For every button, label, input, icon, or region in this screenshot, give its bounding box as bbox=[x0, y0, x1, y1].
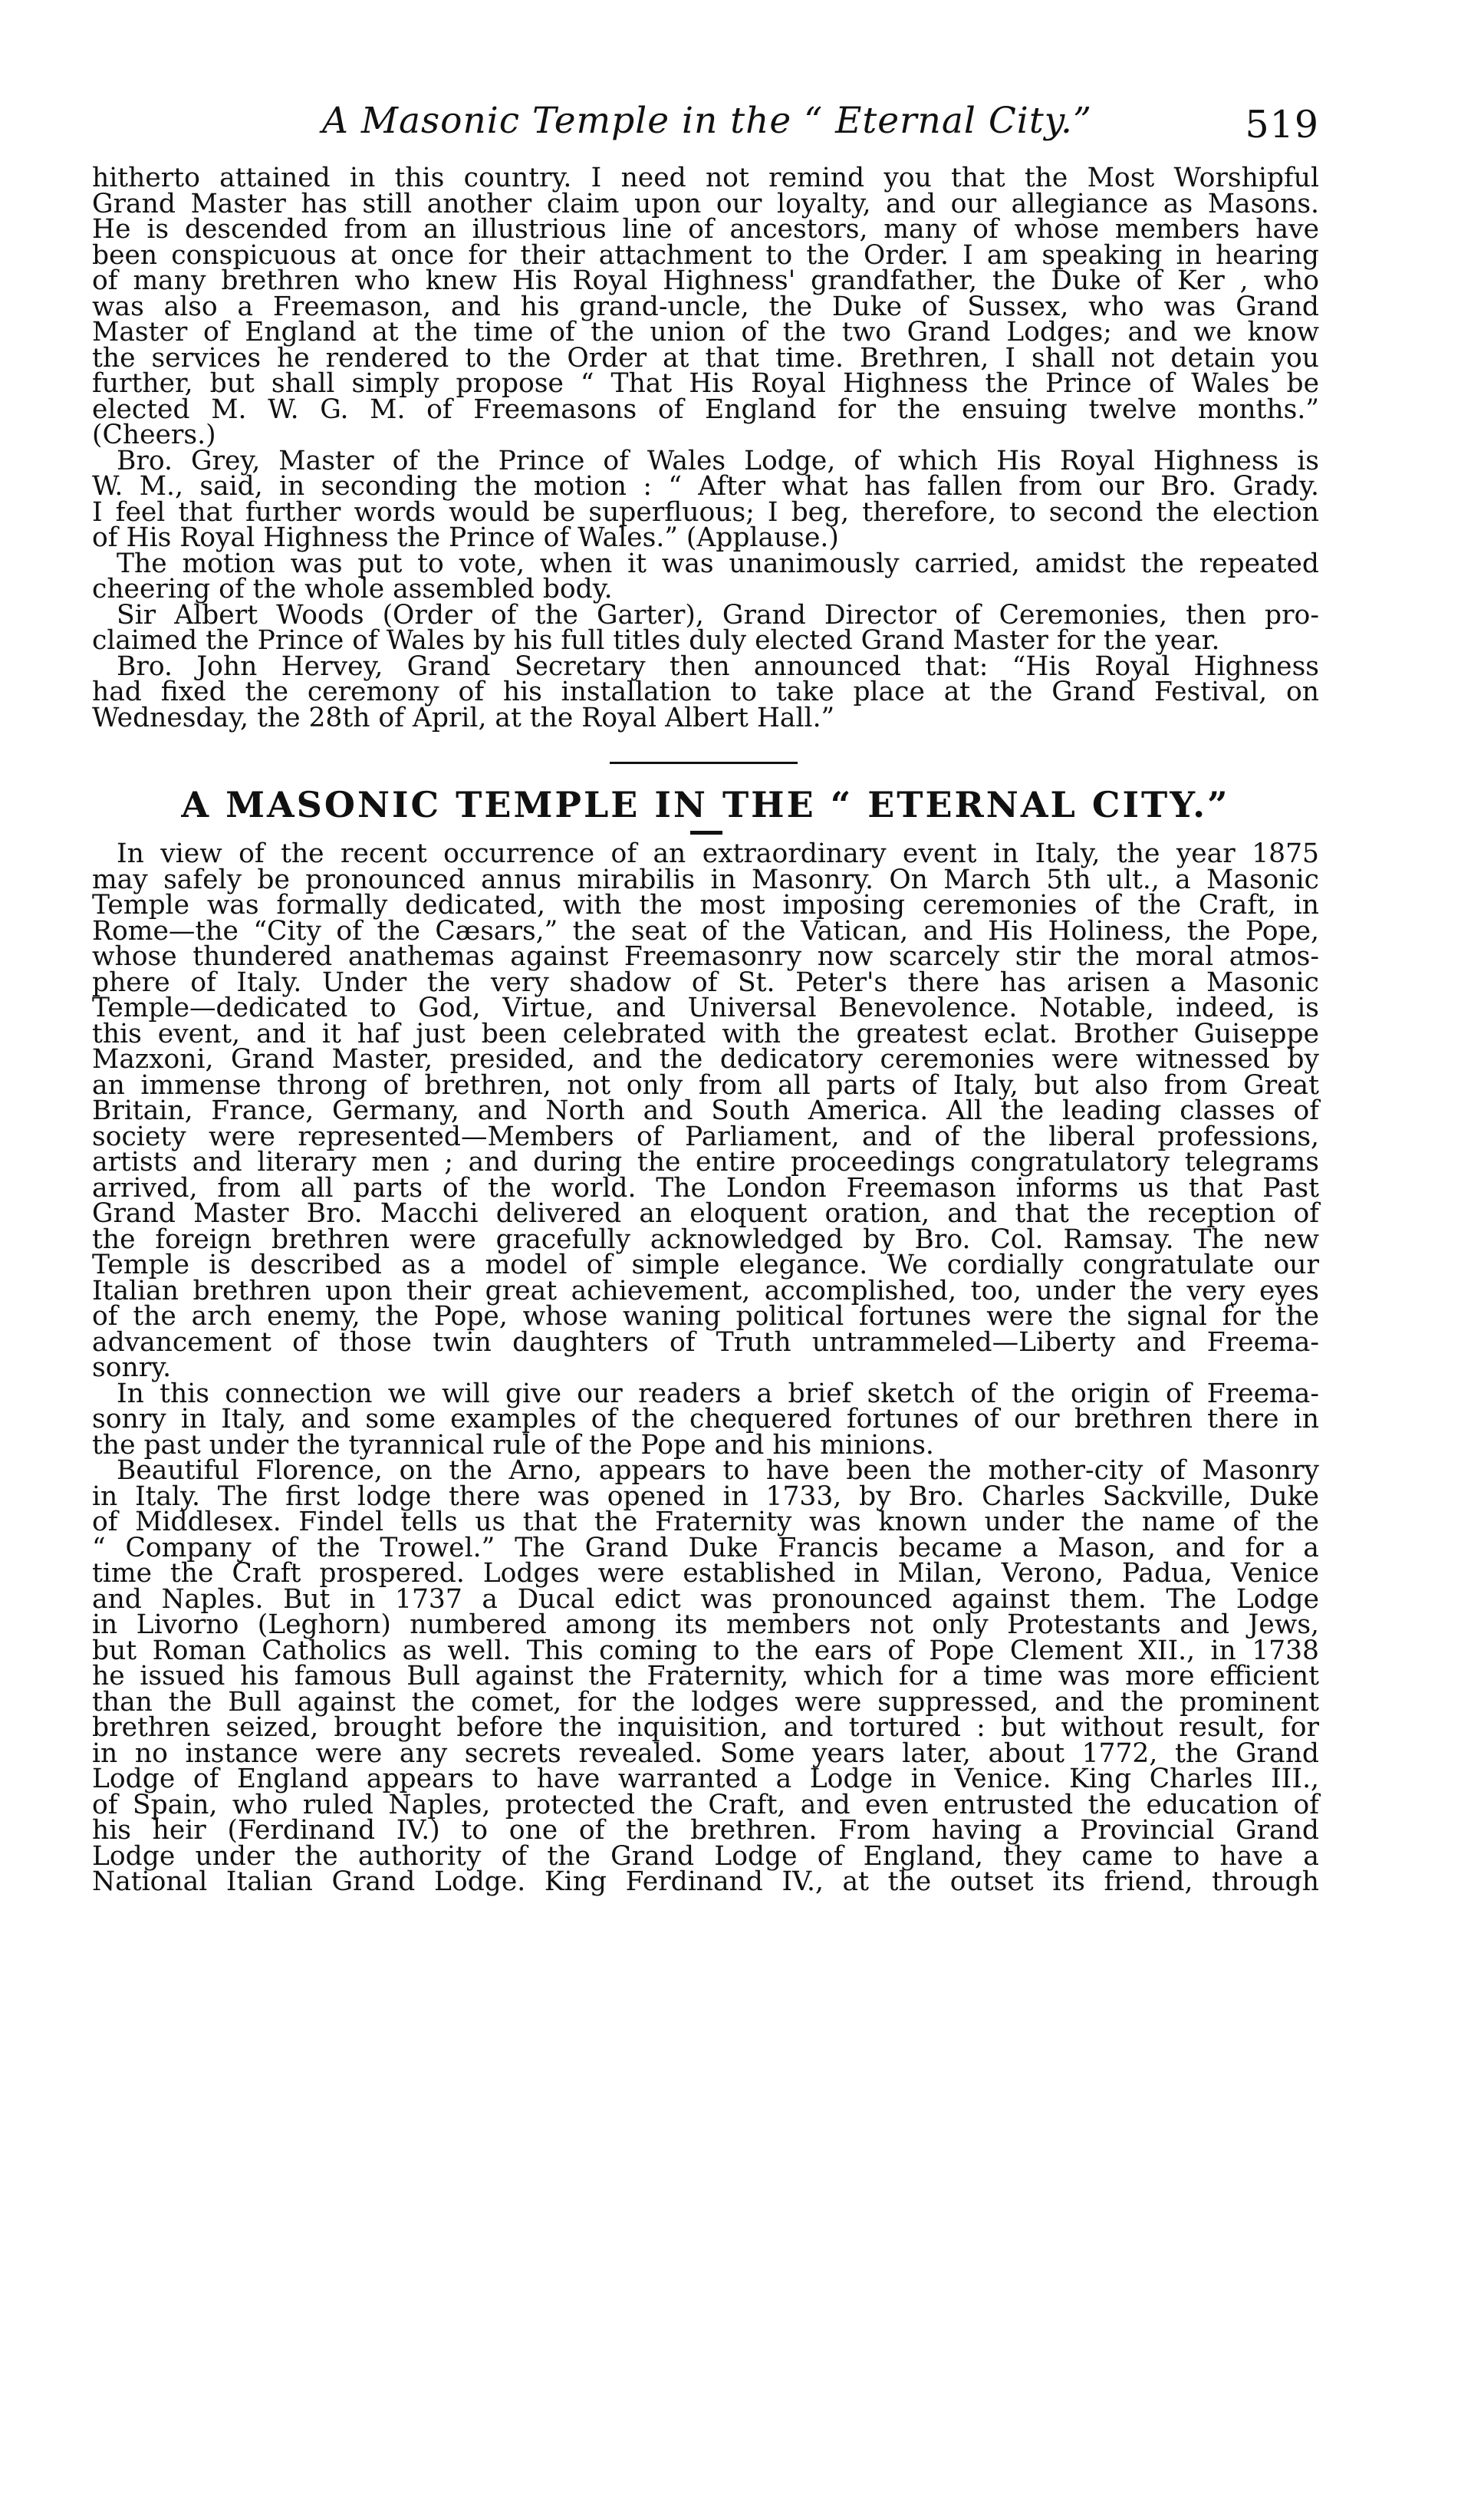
text-line: in no instance were any secrets revealed. Some years later, about 1772, the Grand bbox=[92, 1737, 1319, 1769]
text-line: (Cheers.) bbox=[92, 420, 216, 450]
text-line: Grand Master Bro. Macchi delivered an eloquent oration, and that the reception of bbox=[92, 1198, 1319, 1229]
report-paragraph-3 bbox=[92, 548, 1319, 604]
section-divider bbox=[92, 762, 1319, 765]
text-line: National Italian Grand Lodge. King Ferdinand IV., at the outset its friend, through bbox=[92, 1866, 1319, 1897]
text-line: in Livorno (Leghorn) numbered among its members not only Protestants and Jews, bbox=[92, 1609, 1319, 1640]
text-line: may safely be pronounced annus mirabilis in Masonry. On March 5th ult., a Masonic bbox=[92, 864, 1319, 895]
text-line: in Italy. The first lodge there was opened in 1733, by Bro. Charles Sackville, Duke bbox=[92, 1481, 1319, 1512]
text-line: He is descended from an illustrious line of ancestors, many of whose members have bbox=[92, 214, 1319, 245]
text-line: of Spain, who ruled Naples, protected the Craft, and even entrusted the education of bbox=[92, 1789, 1319, 1820]
text-line: of many brethren who knew His Royal Highness' grandfather, the Duke of Ker , who bbox=[92, 265, 1319, 296]
text-line: further, but shall simply propose “ That His Royal Highness the Prince of Wales be bbox=[92, 368, 1319, 399]
text-line: the past under the tyrannical rule of the Pope and his minions. bbox=[92, 1429, 934, 1461]
text-line: society were represented—Members of Parliament, and of the liberal professions, bbox=[92, 1121, 1319, 1152]
text-line: whose thundered anathemas against Freemasonry now scarcely stir the moral atmos- bbox=[92, 941, 1319, 972]
text-line: sonry in Italy, and some examples of the chequered fortunes of our brethren there in bbox=[92, 1404, 1319, 1434]
report-paragraph-4 bbox=[92, 599, 1319, 656]
text-line: cheering of the whole assembled body. bbox=[92, 574, 613, 604]
text-line: Master of England at the time of the union of the two Grand Lodges; and we know bbox=[92, 317, 1319, 347]
text-line: brethren seized, brought before the inquisition, and tortured : but without result, for bbox=[92, 1712, 1319, 1743]
text-line: was also a Freemason, and his grand-uncle, the Duke of Sussex, who was Grand bbox=[92, 291, 1319, 322]
text-line: claimed the Prince of Wales by his full titles duly elected Grand Master for the year. bbox=[92, 625, 1220, 656]
article-masonic-temple bbox=[92, 783, 1319, 1896]
text-line: the services he rendered to the Order at that time. Brethren, I shall not detain you bbox=[92, 342, 1319, 374]
text-line: Rome—the “City of the Cæsars,” the seat of the Vatican, and His Holiness, the Pope, bbox=[92, 915, 1319, 947]
text-line: an immense throng of brethren, not only from all parts of Italy, but also from Great bbox=[92, 1069, 1319, 1101]
text-line: Italian brethren upon their great achievement, accomplished, too, under the very eyes bbox=[92, 1275, 1319, 1306]
text-line: sonry. bbox=[92, 1352, 172, 1383]
running-title: A Masonic Temple in the “ Eternal City.” bbox=[322, 100, 1092, 142]
text-line: hitherto attained in this country. I need not remind you that the Most Worshipful bbox=[92, 163, 1319, 193]
text-line: been conspicuous at once for their attachment to the Order. I am speaking in hearing bbox=[92, 239, 1319, 271]
temple-paragraph-1 bbox=[92, 838, 1319, 1383]
title-ornament bbox=[92, 826, 1319, 842]
text-line: had fixed the ceremony of his installation to take place at the Grand Festival, on bbox=[92, 677, 1319, 707]
text-line: advancement of those twin daughters of Truth untrammeled—Liberty and Freema- bbox=[92, 1326, 1319, 1358]
section-title: A MASONIC TEMPLE IN THE “ ETERNAL CITY.” bbox=[181, 784, 1230, 825]
text-line: but Roman Catholics as well. This coming to the ears of Pope Clement XII., in 1738 bbox=[92, 1635, 1319, 1666]
title-dash bbox=[690, 831, 722, 835]
report-paragraph-2 bbox=[92, 445, 1319, 553]
text-line: the foreign brethren were gracefully acknowledged by Bro. Col. Ramsay. The new bbox=[92, 1224, 1319, 1255]
text-line: I feel that further words would be superfluous; I beg, therefore, to second the election bbox=[92, 496, 1319, 528]
text-line: W. M., said, in seconding the motion : “ After what has fallen from our Bro. Grady. bbox=[92, 471, 1319, 502]
text-line: Bro. Grey, Master of the Prince of Wales Lodge, of which His Royal Highness is bbox=[117, 445, 1319, 476]
text-line: Beautiful Florence, on the Arno, appears to have been the mother-city of Masonry bbox=[117, 1455, 1319, 1486]
text-line: Lodge under the authority of the Grand Lodge of England, they came to have a bbox=[92, 1840, 1319, 1872]
text-line: Temple is described as a model of simple elegance. We cordially congratulate our bbox=[92, 1250, 1319, 1280]
text-line: his heir (Ferdinand IV.) to one of the brethren. From having a Provincial Grand bbox=[92, 1815, 1319, 1846]
text-line: Lodge of England appears to have warranted a Lodge in Venice. King Charles III., bbox=[92, 1764, 1319, 1794]
text-line: In view of the recent occurrence of an extraordinary event in Italy, the year 1875 bbox=[117, 838, 1319, 869]
text-line: “ Company of the Trowel.” The Grand Duke Francis became a Mason, and for a bbox=[92, 1532, 1319, 1563]
article-grand-lodge-report bbox=[92, 163, 1319, 733]
text-line: of His Royal Highness the Prince of Wales.” (Applause.) bbox=[92, 522, 839, 553]
temple-paragraph-3 bbox=[92, 1455, 1319, 1897]
text-line: time the Craft prospered. Lodges were established in Milan, Verono, Padua, Venice bbox=[92, 1558, 1319, 1589]
text-line: Temple—dedicated to God, Virtue, and Universal Benevolence. Notable, indeed, is bbox=[92, 993, 1319, 1023]
document-page bbox=[92, 100, 1319, 1896]
text-line: elected M. W. G. M. of Freemasons of England for the ensuing twelve months.” bbox=[92, 394, 1319, 425]
text-line: and Naples. But in 1737 a Ducal edict was pronounced against them. The Lodge bbox=[92, 1583, 1319, 1615]
report-paragraph-1 bbox=[92, 163, 1319, 450]
running-head bbox=[92, 100, 1319, 166]
divider-rule bbox=[610, 762, 798, 764]
text-line: he issued his famous Bull against the Fraternity, which for a time was more efficient bbox=[92, 1661, 1319, 1691]
text-line: of Middlesex. Findel tells us that the Fraternity was known under the name of the bbox=[92, 1507, 1319, 1537]
text-line: Sir Albert Woods (Order of the Garter), Grand Director of Ceremonies, then pro- bbox=[117, 599, 1319, 631]
text-line: Grand Master has still another claim upon our loyalty, and our allegiance as Masons. bbox=[92, 188, 1319, 219]
text-line: Bro. John Hervey, Grand Secretary then announced that: “His Royal Highness bbox=[117, 651, 1319, 682]
report-paragraph-5 bbox=[92, 651, 1319, 733]
text-line: Temple was formally dedicated, with the most imposing ceremonies of the Craft, in bbox=[92, 890, 1319, 921]
text-line: In this connection we will give our readers a brief sketch of the origin of Freema- bbox=[117, 1378, 1319, 1409]
page-number: 519 bbox=[1245, 103, 1319, 147]
temple-paragraph-2 bbox=[92, 1378, 1319, 1461]
text-line: Wednesday, the 28th of April, at the Royal Albert Hall.” bbox=[92, 702, 835, 733]
text-line: than the Bull against the comet, for the lodges were suppressed, and the prominent bbox=[92, 1686, 1319, 1718]
text-line: The motion was put to vote, when it was unanimously carried, amidst the repeated bbox=[117, 548, 1319, 579]
text-line: artists and literary men ; and during the entire proceedings congratulatory telegrams bbox=[92, 1147, 1319, 1178]
text-line: phere of Italy. Under the very shadow of St. Peter's there has arisen a Masonic bbox=[92, 967, 1319, 998]
text-line: this event, and it haf just been celebrated with the greatest eclat. Brother Guiseppe bbox=[92, 1018, 1319, 1049]
text-line: Mazxoni, Grand Master, presided, and the dedicatory ceremonies were witnessed by bbox=[92, 1044, 1319, 1075]
text-line: arrived, from all parts of the world. The London Freemason informs us that Past bbox=[92, 1172, 1319, 1204]
text-line: of the arch enemy, the Pope, whose waning political fortunes were the signal for the bbox=[92, 1301, 1319, 1332]
text-line: Britain, France, Germany, and North and South America. All the leading classes of bbox=[92, 1095, 1319, 1126]
